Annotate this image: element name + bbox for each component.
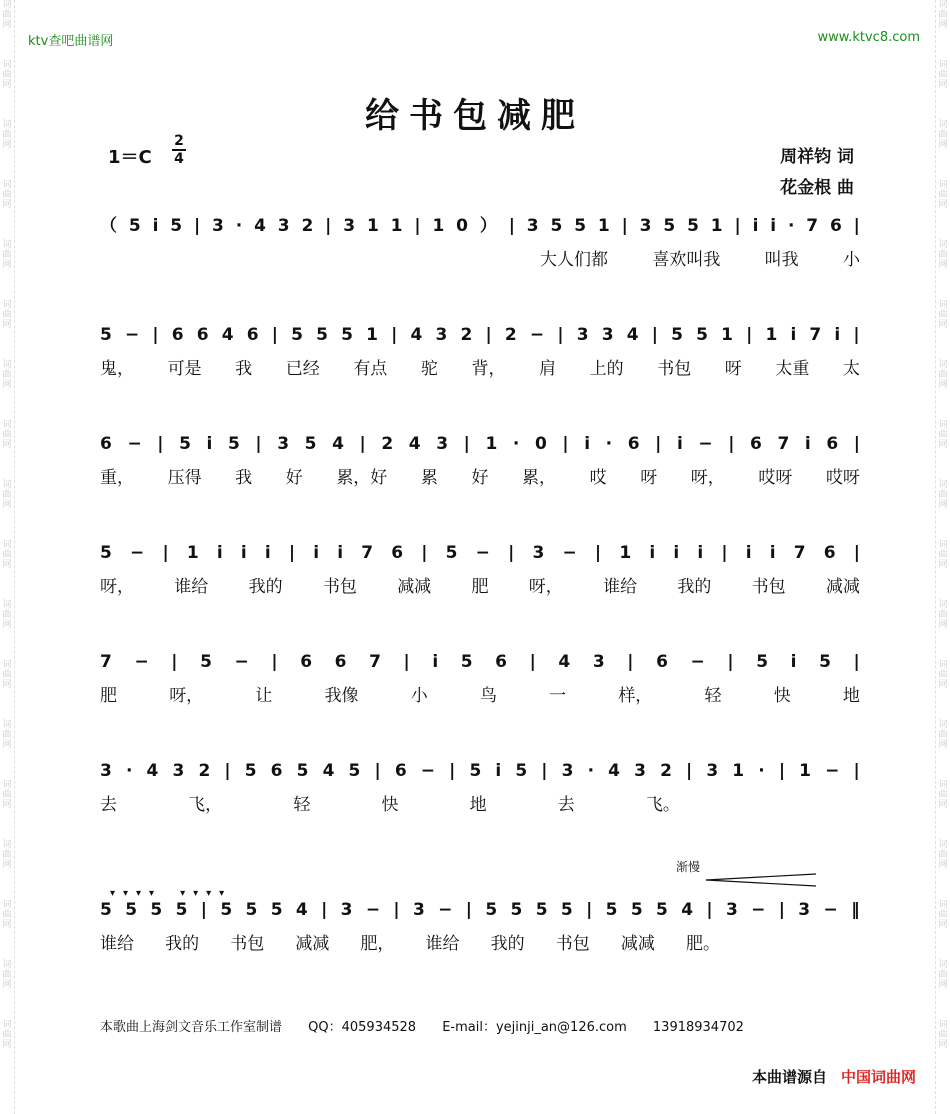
header-right-site[interactable]: www.ktvc8.com: [817, 30, 920, 45]
lyrics-line: 肥 呀， 让 我像 小 鸟 一 样， 轻 快 地: [100, 686, 860, 706]
lyrics-line: 鬼， 可是 我 已经 有点 驼 背， 肩 上的 书包 呀 太重 太: [100, 359, 860, 379]
notes-line: 5 − | 6 6 4 6 | 5 5 5 1 | 4 3 2 | 2 − | 3 3 4 | 5 5 1 | 1 i 7 i |: [100, 325, 860, 345]
footer-studio: 本歌曲上海剑文音乐工作室制谱: [100, 1020, 283, 1035]
music-system-7: [100, 898, 860, 988]
song-title: 给书包减肥: [365, 96, 585, 136]
lyrics-line: 去 飞， 轻 快 地 去 飞。: [100, 795, 680, 815]
right-watermark-strip: 词 曲 网 词 曲 网 词 曲 网 词 曲 网 词 曲 网 词 曲 网 词 曲 网 词 曲 网 词 曲 网 词 曲 网 词 曲 网 词 曲 网 词 曲 网 词 曲 网 词 曲 网 词 曲 网 词 曲 网 词 曲 网: [935, 0, 950, 1114]
time-signature: [172, 134, 186, 166]
music-system-1: [100, 214, 860, 304]
lyrics-line: 谁给 我的 书包 减减 肥， 谁给 我的 书包 减减 肥。: [100, 934, 720, 954]
footer-qq: QQ：405934528: [308, 1020, 417, 1035]
music-system-4: [100, 541, 860, 631]
source-note: [752, 1066, 916, 1087]
lyrics-line: 重， 压得 我 好 累，好 累 好 累， 哎 呀 呀， 哎呀 哎呀: [100, 468, 860, 488]
meter-top: 2: [174, 133, 184, 149]
notes-line: 7 − | 5 − | 6 6 7 | i 5 6 | 4 3 | 6 − | 5 i 5 |: [100, 652, 860, 672]
lyrics-line: 大人们都 喜欢叫我 叫我 小: [540, 250, 860, 270]
notes-line: 3 · 4 3 2 | 5 6 5 4 5 | 6 − | 5 i 5 | 3 · 4 3 2 | 3 1 · | 1 − |: [100, 761, 860, 781]
lyricist-credit: 周祥钧 词: [780, 147, 854, 167]
music-system-6: [100, 759, 860, 849]
decrescendo-icon: [706, 872, 818, 888]
footer-phone: 13918934702: [652, 1020, 744, 1035]
accent-marks: ▾▾▾▾ ▾▾▾▾: [110, 888, 233, 899]
header-left-site[interactable]: ktv查吧曲谱网: [28, 34, 114, 49]
footer-email[interactable]: E-mail：yejinji_an@126.com: [442, 1020, 627, 1035]
lyrics-line: 呀， 谁给 我的 书包 减减 肥 呀， 谁给 我的 书包 减减: [100, 577, 860, 597]
composer-credit: 花金根 曲: [780, 178, 854, 198]
source-site[interactable]: 中国词曲网: [840, 1068, 916, 1086]
notes-line: 5 − | 1 i i i | i i 7 6 | 5 − | 3 − | 1 i i i | i i 7 6 |: [100, 543, 860, 563]
footer-credits: [100, 1016, 766, 1035]
music-system-5: [100, 650, 860, 740]
source-label: 本曲谱源自: [751, 1068, 827, 1086]
notes-line: 6 − | 5 i 5 | 3 5 4 | 2 4 3 | 1 · 0 | i · 6 | i − | 6 7 i 6 |: [100, 434, 860, 454]
notes-line: 5 5 5 5 | 5 5 5 4 | 3 − | 3 − | 5 5 5 5 | 5 5 5 4 | 3 − | 3 − ‖: [100, 900, 860, 920]
music-system-2: [100, 323, 860, 413]
key-signature: 1＝C: [108, 147, 152, 168]
meter-bottom: 4: [174, 151, 184, 167]
notes-line: （ 5 i 5 | 3 · 4 3 2 | 3 1 1 | 1 0 ） | 3 5 5 1 | 3 5 5 1 | i i · 7 6 |: [100, 216, 860, 236]
music-system-3: [100, 432, 860, 522]
left-watermark-strip: 词 曲 网 词 曲 网 词 曲 网 词 曲 网 词 曲 网 词 曲 网 词 曲 网 词 曲 网 词 曲 网 词 曲 网 词 曲 网 词 曲 网 词 曲 网 词 曲 网 词 曲 网 词 曲 网 词 曲 网 词 曲 网: [0, 0, 15, 1114]
tempo-mark: 渐慢: [676, 860, 701, 874]
